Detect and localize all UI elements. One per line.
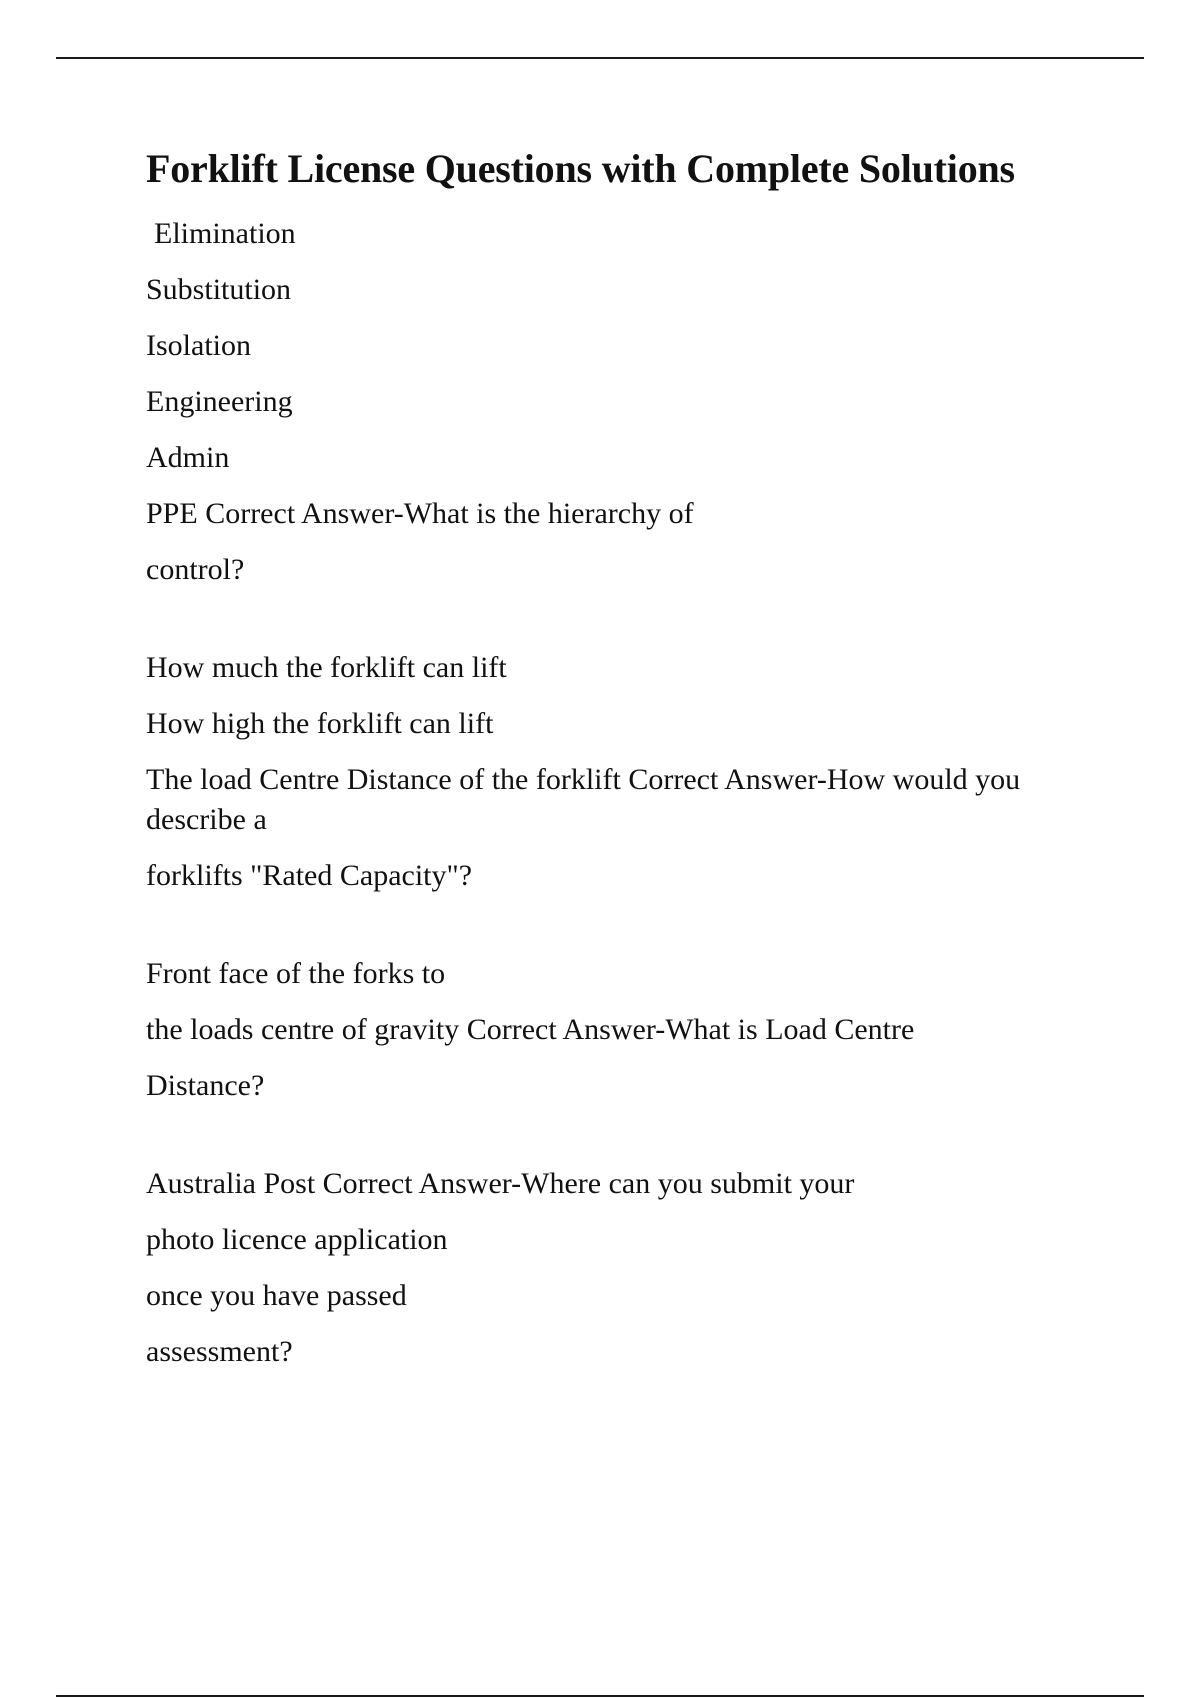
text-line: Admin [146,441,230,474]
text-line: How high the forklift can lift [146,707,494,740]
text-line: How much the forklift can lift [146,651,507,684]
document-body [146,140,1106,1430]
text-line: Distance? [146,1069,265,1102]
document-title: Forklift License Questions with Complete Solutions [146,146,1015,191]
qa-block-rated-capacity [146,648,1106,896]
top-rule [56,57,1144,59]
qa-block-load-centre-distance [146,954,1106,1106]
text-line: Isolation [146,329,251,362]
text-line: control? [146,553,245,586]
bottom-rule [56,1695,1144,1697]
qa-block-photo-licence [146,1164,1106,1372]
text-line: once you have passed [146,1279,407,1312]
text-line: forklifts "Rated Capacity"? [146,859,473,892]
text-line: the loads centre of gravity Correct Answer-What is Load Centre [146,1013,915,1046]
text-line: PPE Correct Answer-What is the hierarchy of [146,497,694,530]
text-line: Substitution [146,273,292,306]
text-line: Australia Post Correct Answer-Where can you submit your [146,1167,855,1200]
qa-block-hierarchy-of-control [146,214,1106,590]
text-line: photo licence application [146,1223,448,1256]
text-line: Elimination [154,217,296,250]
text-line: The load Centre Distance of the forklift Correct Answer-How would you describe a [146,763,1021,836]
text-line: Engineering [146,385,293,418]
text-line: assessment? [146,1335,293,1368]
text-line: Front face of the forks to [146,957,446,990]
